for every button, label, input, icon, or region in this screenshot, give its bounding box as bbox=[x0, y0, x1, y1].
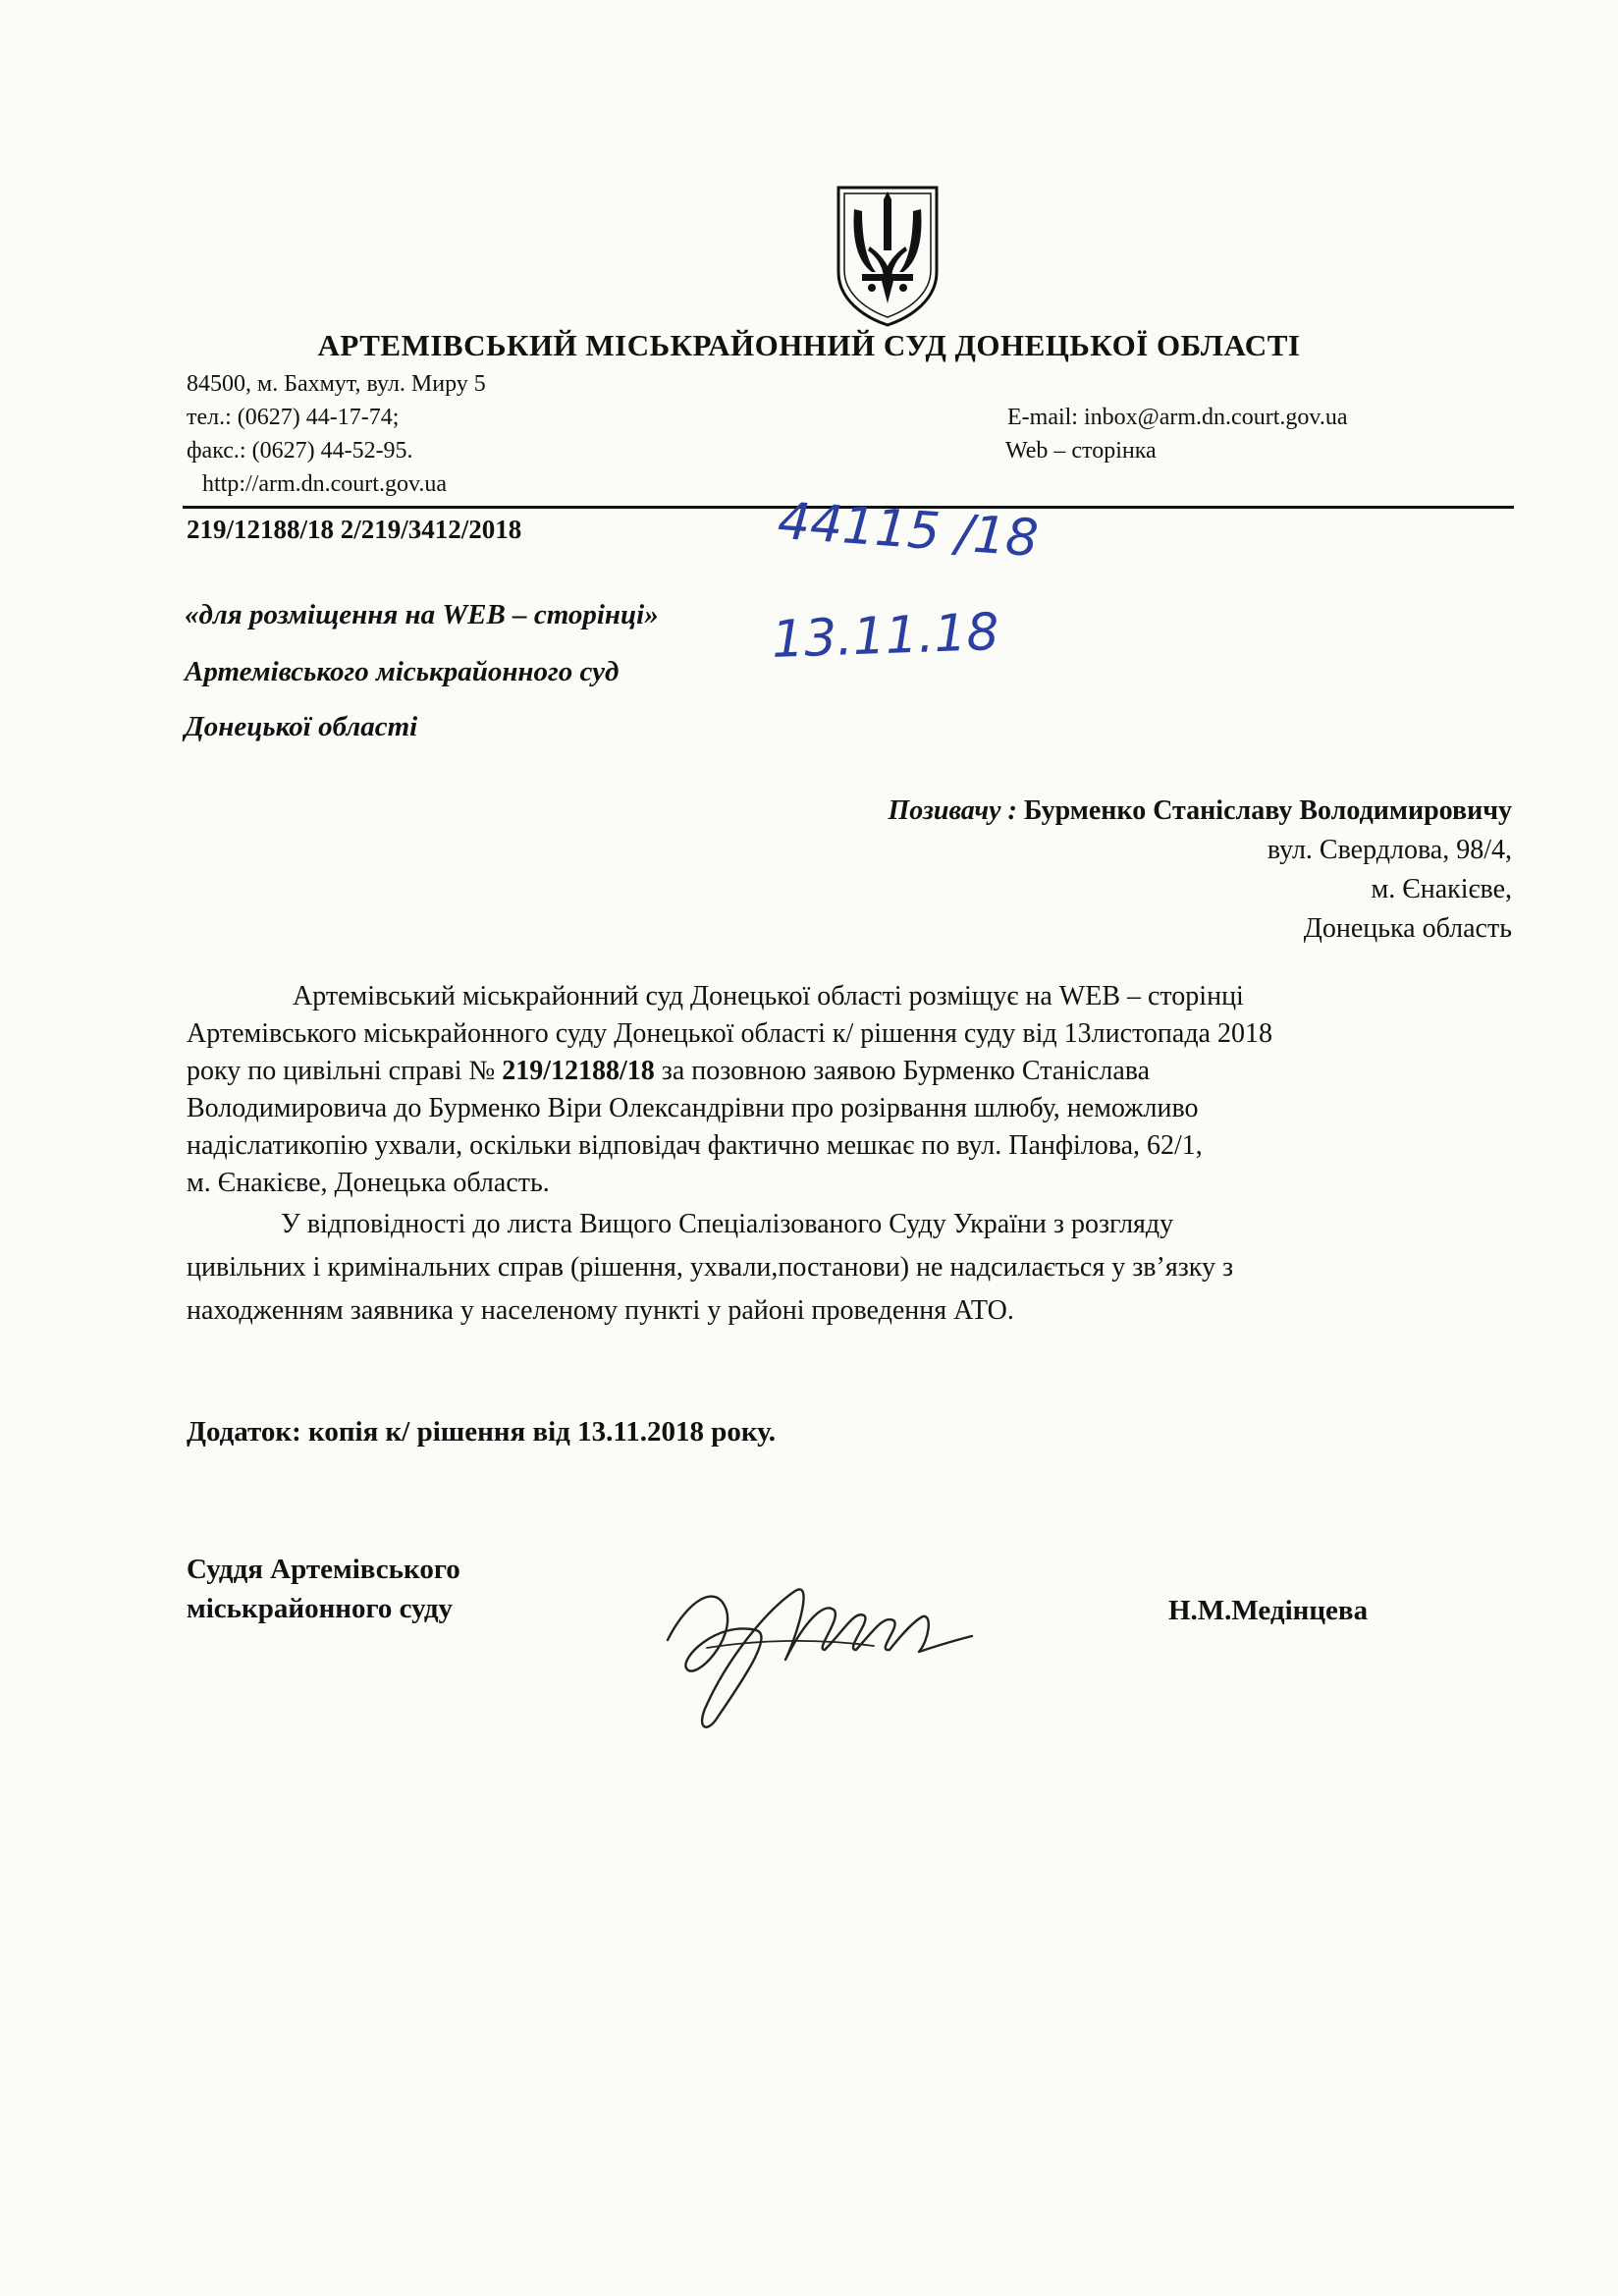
judge-name: Н.М.Медінцева bbox=[1168, 1595, 1369, 1626]
court-name-heading: АРТЕМІВСЬКИЙ МІСЬКРАЙОННИЙ СУД ДОНЕЦЬКОЇ ОБЛАСТІ bbox=[317, 328, 1301, 362]
body-p1-line3-end: за позовною заявою Бурменко Станіслава bbox=[661, 1056, 1151, 1086]
recipient-label: Позивачу : bbox=[888, 795, 1017, 826]
body-p1-line6: м. Єнакієве, Донецька область. bbox=[187, 1168, 550, 1198]
court-address: 84500, м. Бахмут, вул. Миру 5 bbox=[187, 371, 486, 397]
publication-note-line1: «для розміщення на WEB – сторінці» bbox=[185, 599, 659, 630]
judge-title bbox=[187, 1550, 460, 1628]
trident-coat-of-arms-icon bbox=[833, 182, 943, 329]
case-number: 219/12188/18 bbox=[502, 1056, 655, 1086]
handwritten-signature bbox=[648, 1522, 982, 1748]
body-p1-line4: Володимировича до Бурменко Віри Олександрівни про розірвання шлюбу, неможливо bbox=[187, 1093, 1199, 1123]
body-p2-line2: цивільних і кримінальних справ (рішення, ухвали,постанови) не надсилається у зв’язку з bbox=[187, 1252, 1234, 1283]
court-website-link[interactable]: http://arm.dn.court.gov.ua bbox=[202, 471, 448, 497]
recipient-street: вул. Свердлова, 98/4, bbox=[1267, 835, 1512, 865]
recipient-city: м. Єнакієве, bbox=[1371, 874, 1512, 904]
body-p1-line3 bbox=[187, 1053, 1150, 1090]
body-p1-line2: Артемівського міськрайонного суду Донецької області к/ рішення суду від 13листопада 2018 bbox=[187, 1018, 1272, 1049]
publication-note-line2: Артемівського міськрайонного суд bbox=[185, 656, 620, 687]
recipient-name: Бурменко Станіславу Володимировичу bbox=[1023, 795, 1512, 826]
recipient-region: Донецька область bbox=[1303, 913, 1512, 944]
judge-title-line2: міськрайонного суду bbox=[187, 1593, 454, 1624]
handwritten-registration-number: 44115 /18 bbox=[776, 491, 1041, 570]
handwritten-registration-date: 13.11.18 bbox=[771, 602, 1000, 671]
body-p1-line3-start: року по цивільні справі № bbox=[187, 1056, 496, 1086]
body-p2-line3: находженням заявника у населеному пункті у районі проведення АТО. bbox=[187, 1295, 1014, 1326]
body-p1-line1: Артемівський міськрайонний суд Донецької області розміщує на WEB – сторінці bbox=[293, 981, 1244, 1011]
recipient-block bbox=[889, 792, 1512, 949]
court-email-link[interactable]: E-mail: inbox@arm.dn.court.gov.ua bbox=[1007, 405, 1348, 430]
case-reference-numbers: 219/12188/18 2/219/3412/2018 bbox=[187, 515, 522, 544]
body-p1-line5: надіслатикопію ухвали, оскільки відповідач фактично мешкає по вул. Панфілова, 62/1, bbox=[187, 1130, 1203, 1161]
attachment-line: Додаток: копія к/ рішення від 13.11.2018 року. bbox=[187, 1416, 777, 1448]
web-page-label: Web – сторінка bbox=[1005, 438, 1157, 464]
judge-title-line1: Суддя Артемівського bbox=[187, 1554, 460, 1585]
court-fax: факс.: (0627) 44-52-95. bbox=[187, 438, 413, 464]
court-phone: тел.: (0627) 44-17-74; bbox=[187, 405, 400, 430]
publication-note-line3: Донецької області bbox=[185, 711, 418, 742]
body-p2-line1: У відповідності до листа Вищого Спеціалізованого Суду України з розгляду bbox=[281, 1209, 1174, 1239]
